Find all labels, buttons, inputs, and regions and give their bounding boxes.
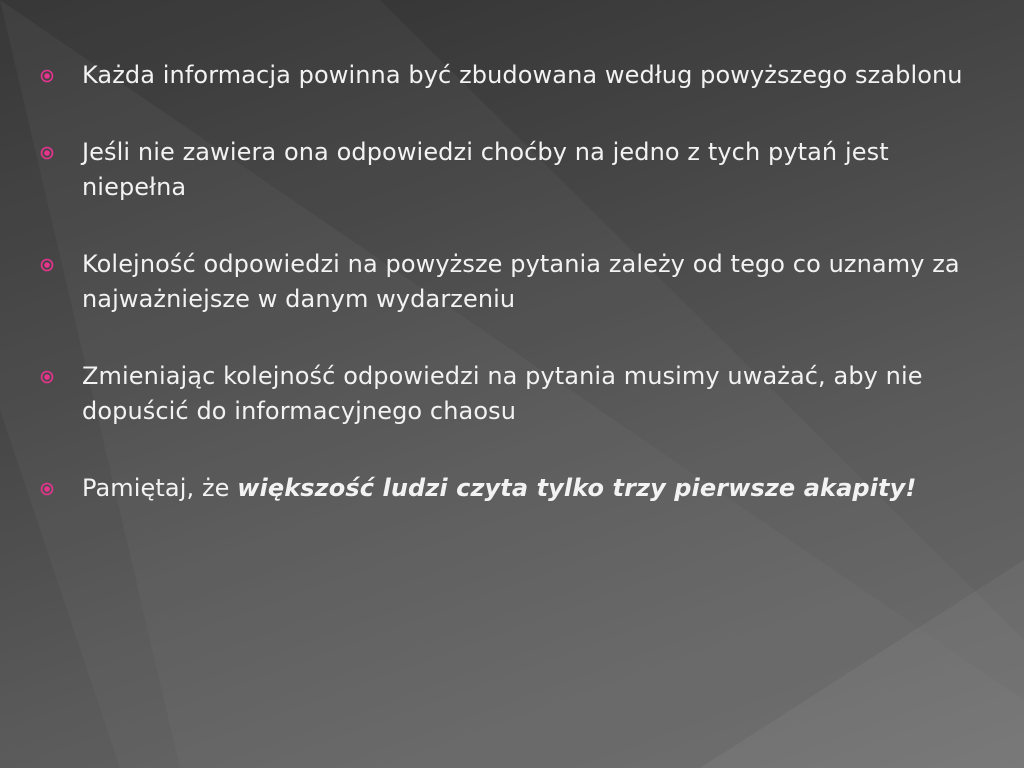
circled-dot-icon xyxy=(40,482,54,496)
bullet-text: Kolejność odpowiedzi na powyższe pytania zależy od tego co uznamy za najważniejsze w danym wydarzeniu xyxy=(82,250,960,313)
bullet-text-emphasis: większość ludzi czyta tylko trzy pierwsze akapity! xyxy=(237,474,917,502)
circled-dot-icon xyxy=(40,370,54,384)
circled-dot-icon xyxy=(40,146,54,160)
bullet-list xyxy=(40,58,970,548)
circled-dot-icon xyxy=(40,258,54,272)
bullet-item xyxy=(40,247,970,317)
bullet-text: Zmieniając kolejność odpowiedzi na pytania musimy uważać, aby nie dopuścić do informacyjnego chaosu xyxy=(82,362,923,425)
circled-dot-icon xyxy=(40,69,54,83)
bullet-text-prefix: Pamiętaj, że xyxy=(82,474,238,502)
bullet-item xyxy=(40,58,970,93)
bullet-text: Jeśli nie zawiera ona odpowiedzi choćby na jedno z tych pytań jest niepełna xyxy=(82,138,889,201)
bullet-item xyxy=(40,471,970,506)
bullet-item xyxy=(40,135,970,205)
bullet-item xyxy=(40,359,970,429)
bullet-text: Każda informacja powinna być zbudowana według powyższego szablonu xyxy=(82,61,963,89)
